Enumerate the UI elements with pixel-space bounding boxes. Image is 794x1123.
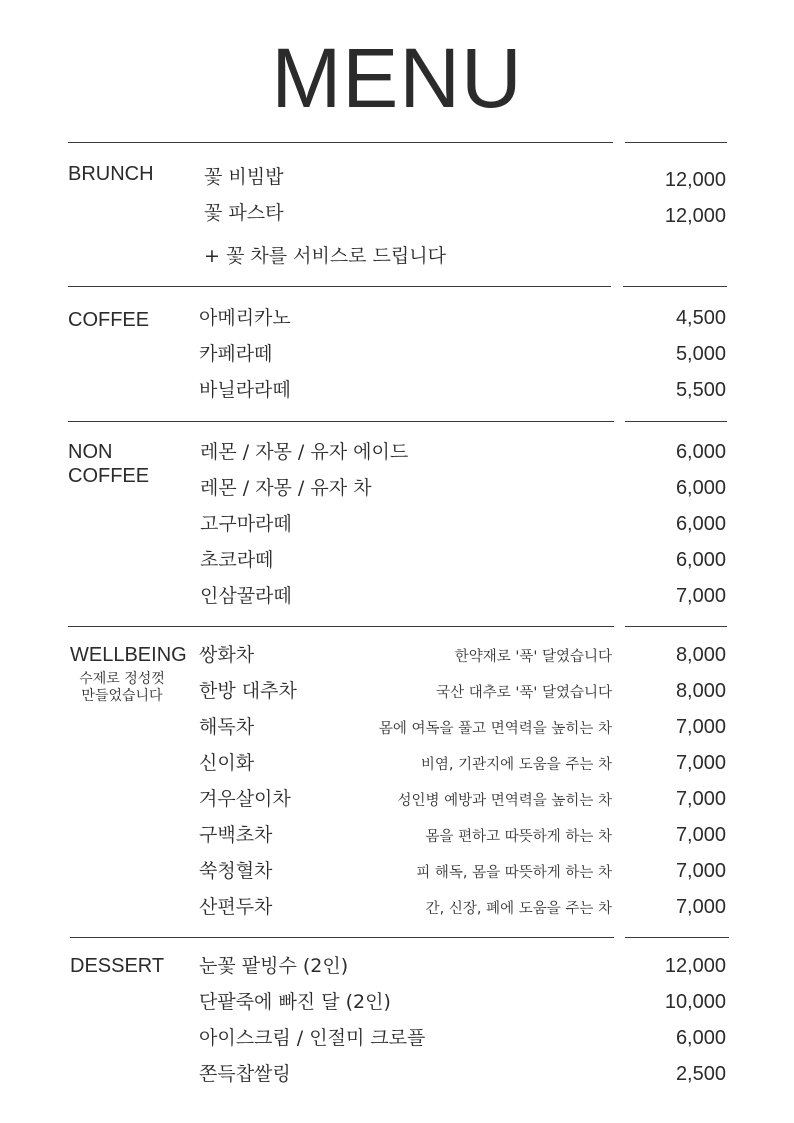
item-name: 한방 대추차 bbox=[199, 680, 297, 702]
item-price: 8,000 bbox=[675, 680, 726, 702]
divider bbox=[68, 421, 614, 422]
item-name: 눈꽃 팥빙수 (2인) bbox=[199, 955, 349, 977]
item-description: 간, 신장, 폐에 도움을 주는 차 bbox=[425, 901, 612, 917]
item-price: 12,000 bbox=[664, 955, 726, 977]
menu-item bbox=[0, 859, 794, 895]
item-price: 6,000 bbox=[675, 441, 726, 463]
item-name: 쫀득찹쌀링 bbox=[199, 1063, 291, 1085]
price-divider bbox=[625, 142, 727, 143]
item-price: 8,000 bbox=[675, 644, 726, 666]
price-divider bbox=[623, 286, 727, 287]
item-name: 초코라떼 bbox=[200, 549, 274, 571]
item-price: 4,500 bbox=[675, 307, 726, 329]
divider bbox=[70, 937, 614, 938]
menu-item bbox=[0, 1026, 794, 1062]
item-description: 몸을 편하고 따뜻하게 하는 차 bbox=[425, 829, 612, 845]
item-price: 2,500 bbox=[675, 1063, 726, 1085]
menu-item bbox=[0, 954, 794, 990]
divider bbox=[68, 626, 614, 627]
item-price: 7,000 bbox=[675, 896, 726, 918]
item-price: 7,000 bbox=[675, 752, 726, 774]
item-price: 12,000 bbox=[664, 169, 726, 191]
item-price: 12,000 bbox=[664, 205, 726, 227]
item-name: 카페라떼 bbox=[199, 343, 273, 365]
category-note-line1: 수제로 정성껏 bbox=[79, 671, 165, 687]
menu-item bbox=[0, 679, 794, 715]
menu-title: MENU bbox=[271, 31, 523, 125]
menu-item bbox=[0, 306, 794, 342]
item-name: 인삼꿀라떼 bbox=[200, 585, 292, 607]
price-divider bbox=[625, 421, 727, 422]
item-price: 5,000 bbox=[675, 343, 726, 365]
divider bbox=[68, 142, 613, 143]
item-price: 6,000 bbox=[675, 549, 726, 571]
category-note-line2: 만들었습니다 bbox=[81, 688, 163, 704]
menu-item bbox=[0, 715, 794, 751]
item-name: 꽃 비빔밥 bbox=[204, 166, 284, 188]
item-price: 6,000 bbox=[675, 513, 726, 535]
divider bbox=[68, 286, 611, 287]
price-divider bbox=[625, 937, 729, 938]
item-name: 쑥청혈차 bbox=[199, 860, 273, 882]
item-name: 산편두차 bbox=[199, 896, 273, 918]
menu-item bbox=[0, 165, 794, 201]
item-name: 고구마라떼 bbox=[200, 513, 292, 535]
menu-item bbox=[0, 787, 794, 823]
menu-item bbox=[0, 476, 794, 512]
price-divider bbox=[625, 626, 727, 627]
item-description: 몸에 여독을 풀고 면역력을 높히는 차 bbox=[378, 721, 612, 737]
category-label: WELLBEING bbox=[70, 644, 187, 666]
menu-item bbox=[0, 201, 794, 237]
category-label: DESSERT bbox=[70, 955, 165, 977]
item-price: 7,000 bbox=[675, 824, 726, 846]
menu-item bbox=[0, 584, 794, 620]
item-name: 바닐라라떼 bbox=[199, 379, 291, 401]
item-description: 성인병 예방과 면역력을 높히는 차 bbox=[397, 793, 612, 809]
menu-item bbox=[0, 378, 794, 414]
menu-item bbox=[0, 643, 794, 679]
item-price: 7,000 bbox=[675, 788, 726, 810]
menu-item bbox=[0, 823, 794, 859]
menu-item bbox=[0, 440, 794, 476]
menu-item bbox=[0, 1062, 794, 1098]
category-label: COFFEE bbox=[68, 309, 150, 331]
item-price: 7,000 bbox=[675, 585, 726, 607]
menu-item bbox=[0, 512, 794, 548]
category-label: BRUNCH bbox=[68, 163, 154, 185]
item-price: 10,000 bbox=[664, 991, 726, 1013]
item-name: 아메리카노 bbox=[199, 307, 291, 329]
item-name: 꽃 파스타 bbox=[204, 202, 284, 224]
item-name: 단팥죽에 빠진 달 (2인) bbox=[199, 991, 391, 1013]
item-name: 쌍화차 bbox=[199, 644, 255, 666]
category-label-line2: COFFEE bbox=[68, 465, 150, 487]
item-name: 신이화 bbox=[199, 752, 255, 774]
item-price: 6,000 bbox=[675, 477, 726, 499]
item-name: 레몬 / 자몽 / 유자 차 bbox=[200, 477, 372, 499]
item-name: 구백초차 bbox=[199, 824, 273, 846]
item-name: 겨우살이차 bbox=[199, 788, 291, 810]
item-name: 아이스크림 / 인절미 크로플 bbox=[199, 1027, 426, 1049]
service-note: + 꽃 차를 서비스로 드립니다 bbox=[204, 245, 446, 267]
item-name: 해독차 bbox=[199, 716, 255, 738]
menu-item bbox=[0, 342, 794, 378]
item-price: 6,000 bbox=[675, 1027, 726, 1049]
menu-item bbox=[0, 990, 794, 1026]
item-description: 비염, 기관지에 도움을 주는 차 bbox=[420, 757, 612, 773]
item-description: 한약재로 '푹' 달였습니다 bbox=[454, 649, 612, 665]
item-description: 피 해독, 몸을 따뜻하게 하는 차 bbox=[416, 865, 612, 881]
menu-item bbox=[0, 548, 794, 584]
menu-item bbox=[0, 751, 794, 787]
item-price: 5,500 bbox=[675, 379, 726, 401]
menu-item bbox=[0, 895, 794, 931]
item-price: 7,000 bbox=[675, 716, 726, 738]
category-label-line1: NON bbox=[68, 441, 113, 463]
item-description: 국산 대추로 '푹' 달였습니다 bbox=[436, 685, 612, 701]
item-name: 레몬 / 자몽 / 유자 에이드 bbox=[200, 441, 409, 463]
item-price: 7,000 bbox=[675, 860, 726, 882]
